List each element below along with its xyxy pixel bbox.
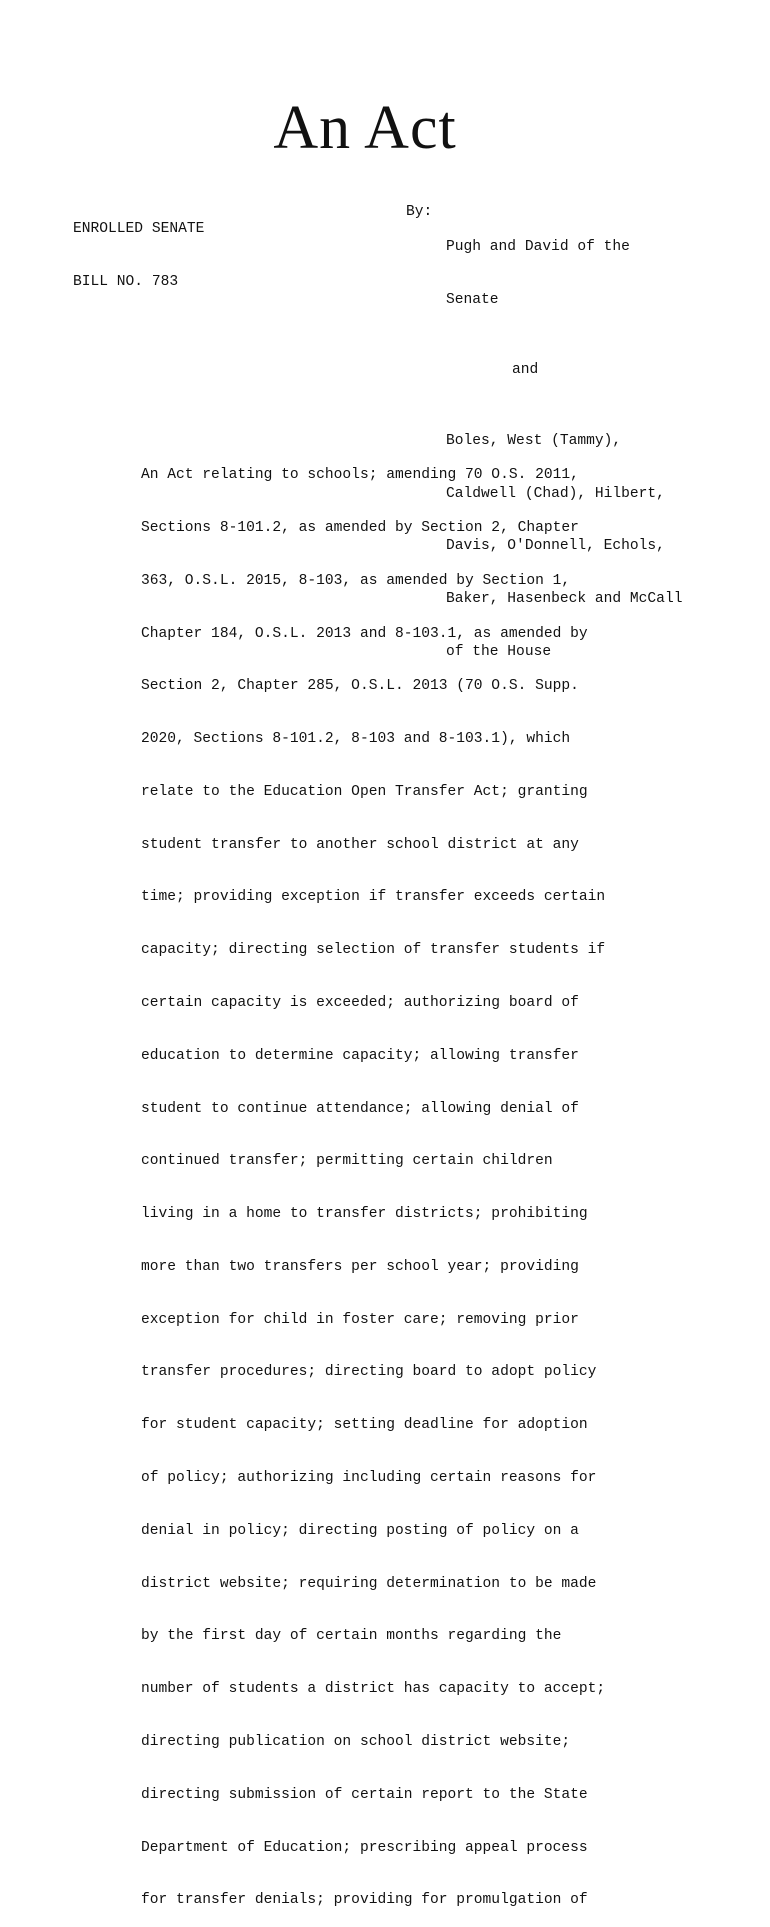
body-line: of policy; authorizing including certain reasons for [141,1470,597,1487]
body-line: directing submission of certain report to the State [141,1786,588,1803]
body-line: Sections 8-101.2, as amended by Section 2, Chapter [141,519,579,536]
body-line: by the first day of certain months regarding the [141,1628,562,1645]
body-line: exception for child in foster care; removing prior [141,1311,579,1328]
senate-sponsor-line: Pugh and David of the [446,239,630,256]
body-line: 2020, Sections 8-101.2, 8-103 and 8-103.1), which [141,731,571,748]
bill-status-line: ENROLLED SENATE [73,221,205,238]
body-line: continued transfer; permitting certain children [141,1153,553,1170]
body-line: Section 2, Chapter 285, O.S.L. 2013 (70 O.S. Supp. [141,678,579,695]
body-line: An Act relating to schools; amending 70 O.S. 2011, [141,467,579,484]
body-line: Department of Education; prescribing appeal process [141,1839,588,1856]
body-line: number of students a district has capacity to accept; [141,1681,606,1698]
body-line: for transfer denials; providing for promulgation of [141,1892,588,1909]
house-sponsor-line: of the House [446,643,552,660]
house-sponsor-line: Caldwell (Chad), Hilbert, [446,485,665,502]
body-line: denial in policy; directing posting of policy on a [141,1522,579,1539]
bill-number-line: BILL NO. 783 [73,273,179,290]
body-line: living in a home to transfer districts; prohibiting [141,1206,588,1223]
act-summary [141,432,605,1927]
body-line: education to determine capacity; allowing transfer [141,1047,579,1064]
body-line: Chapter 184, O.S.L. 2013 and 8-103.1, as amended by [141,625,588,642]
house-sponsor-line: Boles, West (Tammy), [446,432,622,449]
body-line: certain capacity is exceeded; authorizing board of [141,995,579,1011]
body-line: more than two transfers per school year; providing [141,1258,579,1275]
house-sponsor-line: Davis, O'Donnell, Echols, [446,538,665,555]
bill-number-block [73,186,204,309]
senate-sponsor-line: Senate [446,291,499,308]
body-line: transfer procedures; directing board to adopt policy [141,1364,597,1381]
body-line: relate to the Education Open Transfer Act; granting [141,783,588,800]
body-line: time; providing exception if transfer exceeds certain [141,889,606,906]
body-line: capacity; directing selection of transfer students if [141,942,606,959]
body-line: district website; requiring determination to be made [141,1575,597,1592]
body-line: 363, O.S.L. 2015, 8-103, as amended by Section 1, [141,572,571,589]
house-sponsor-line: Baker, Hasenbeck and McCall [446,591,683,608]
body-line: student to continue attendance; allowing denial of [141,1100,579,1117]
by-label: By: [406,204,433,220]
sponsor-conjunction: and [512,362,539,379]
body-line: student transfer to another school district at any [141,836,579,853]
document-title: An Act [273,94,457,162]
body-line: for student capacity; setting deadline for adoption [141,1417,588,1434]
body-line: directing publication on school district website; [141,1733,571,1750]
